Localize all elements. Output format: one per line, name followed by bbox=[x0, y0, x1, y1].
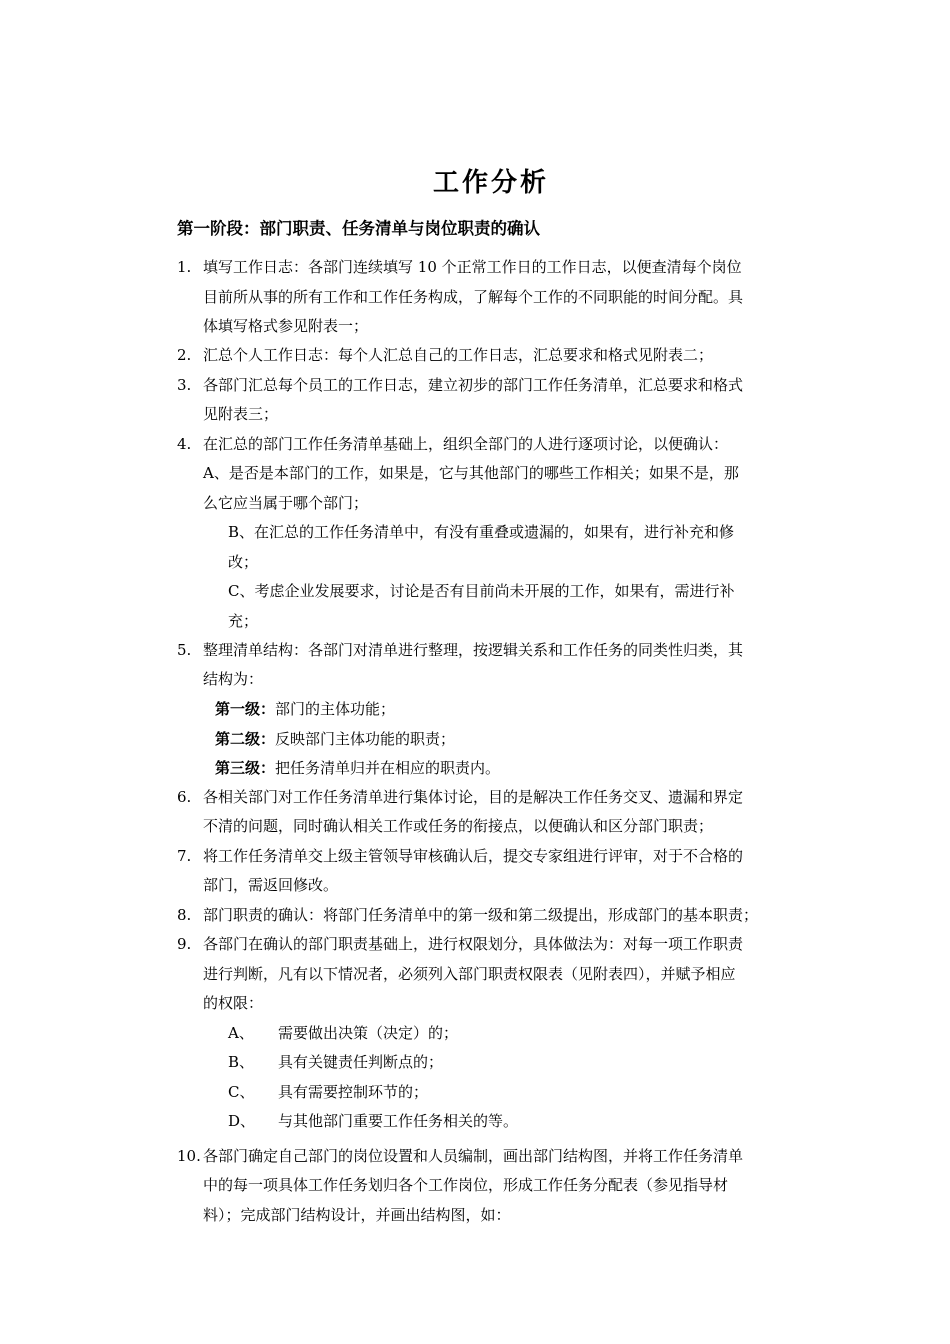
item-line: A、是否是本部门的工作，如果是，它与其他部门的哪些工作相关；如果不是，那 bbox=[203, 464, 739, 482]
level-label: 第二级： bbox=[215, 730, 276, 748]
level-text: 反映部门主体功能的职责； bbox=[275, 730, 456, 748]
condition-letter: A、 bbox=[228, 1024, 254, 1042]
condition-letter: C、 bbox=[228, 1083, 255, 1101]
item-line: 体填写格式参见附表一； bbox=[203, 317, 369, 335]
item-number: 8. bbox=[177, 906, 192, 924]
item-line: 不清的问题，同时确认相关工作或任务的衔接点，以便确认和区分部门职责； bbox=[203, 817, 714, 835]
item-line: 在汇总的部门工作任务清单基础上，组织全部门的人进行逐项讨论，以便确认： bbox=[203, 435, 729, 453]
sub-item-line: C、考虑企业发展要求，讨论是否有目前尚未开展的工作，如果有，需进行补 bbox=[228, 582, 735, 600]
item-line: 汇总个人工作日志：每个人汇总自己的工作日志，汇总要求和格式见附表二； bbox=[203, 346, 714, 364]
item-line: 见附表三； bbox=[203, 405, 279, 423]
item-line: 进行判断，凡有以下情况者，必须列入部门职责权限表（见附表四），并赋予相应 bbox=[203, 965, 736, 983]
item-number: 3. bbox=[177, 376, 192, 394]
level-text: 把任务清单归并在相应的职责内。 bbox=[275, 759, 501, 777]
item-number: 5. bbox=[177, 641, 192, 659]
item-line: 各部门在确认的部门职责基础上，进行权限划分，具体做法为：对每一项工作职责 bbox=[203, 935, 744, 953]
level-line bbox=[215, 758, 500, 778]
level-text: 部门的主体功能； bbox=[275, 700, 396, 718]
item-line: 部门职责的确认：将部门任务清单中的第一级和第二级提出，形成部门的基本职责； bbox=[203, 906, 759, 924]
item-number: 2. bbox=[177, 346, 192, 364]
condition-letter: D、 bbox=[228, 1112, 256, 1130]
condition-text: 具有需要控制环节的； bbox=[278, 1083, 429, 1101]
item-line: 将工作任务清单交上级主管领导审核确认后，提交专家组进行评审，对于不合格的 bbox=[203, 847, 744, 865]
item-line: 的权限： bbox=[203, 994, 264, 1012]
item-line: 料）；完成部门结构设计，并画出结构图，如： bbox=[203, 1206, 511, 1224]
item-line: 整理清单结构：各部门对清单进行整理，按逻辑关系和工作任务的同类性归类，其 bbox=[203, 641, 744, 659]
item-number: 9. bbox=[177, 935, 192, 953]
sub-item-line: 改； bbox=[228, 553, 259, 571]
item-line: 中的每一项具体工作任务划归各个工作岗位，形成工作任务分配表（参见指导材 bbox=[203, 1176, 729, 1194]
stage-heading: 第一阶段：部门职责、任务清单与岗位职责的确认 bbox=[177, 219, 540, 238]
item-line: 各部门确定自己部门的岗位设置和人员编制，画出部门结构图，并将工作任务清单 bbox=[203, 1147, 744, 1165]
item-line: 么它应当属于哪个部门； bbox=[203, 494, 369, 512]
condition-text: 具有关键责任判断点的； bbox=[278, 1053, 444, 1071]
item-number: 10. bbox=[177, 1147, 201, 1165]
page-title: 工作分析 bbox=[432, 168, 549, 198]
level-line bbox=[215, 699, 395, 719]
condition-text: 需要做出决策（决定）的； bbox=[278, 1024, 459, 1042]
item-line: 各相关部门对工作任务清单进行集体讨论，目的是解决工作任务交叉、遗漏和界定 bbox=[203, 788, 744, 806]
item-line: 结构为： bbox=[203, 670, 264, 688]
item-number: 6. bbox=[177, 788, 192, 806]
condition-text: 与其他部门重要工作任务相关的等。 bbox=[278, 1112, 519, 1130]
level-label: 第三级： bbox=[215, 759, 276, 777]
condition-letter: B、 bbox=[228, 1053, 255, 1071]
sub-item-line: B、在汇总的工作任务清单中，有没有重叠或遗漏的，如果有，进行补充和修 bbox=[228, 523, 735, 541]
item-number: 4. bbox=[177, 435, 192, 453]
item-number: 7. bbox=[177, 847, 192, 865]
item-number: 1. bbox=[177, 258, 192, 276]
level-line bbox=[215, 729, 455, 749]
item-line: 填写工作日志：各部门连续填写 10 个正常工作日的工作日志，以便查清每个岗位 bbox=[203, 258, 742, 276]
item-line: 部门，需返回修改。 bbox=[203, 876, 339, 894]
level-label: 第一级： bbox=[215, 700, 276, 718]
item-line: 目前所从事的所有工作和工作任务构成，了解每个工作的不同职能的时间分配。具 bbox=[203, 288, 744, 306]
item-line: 各部门汇总每个员工的工作日志，建立初步的部门工作任务清单，汇总要求和格式 bbox=[203, 376, 744, 394]
sub-item-line: 充； bbox=[228, 612, 259, 630]
